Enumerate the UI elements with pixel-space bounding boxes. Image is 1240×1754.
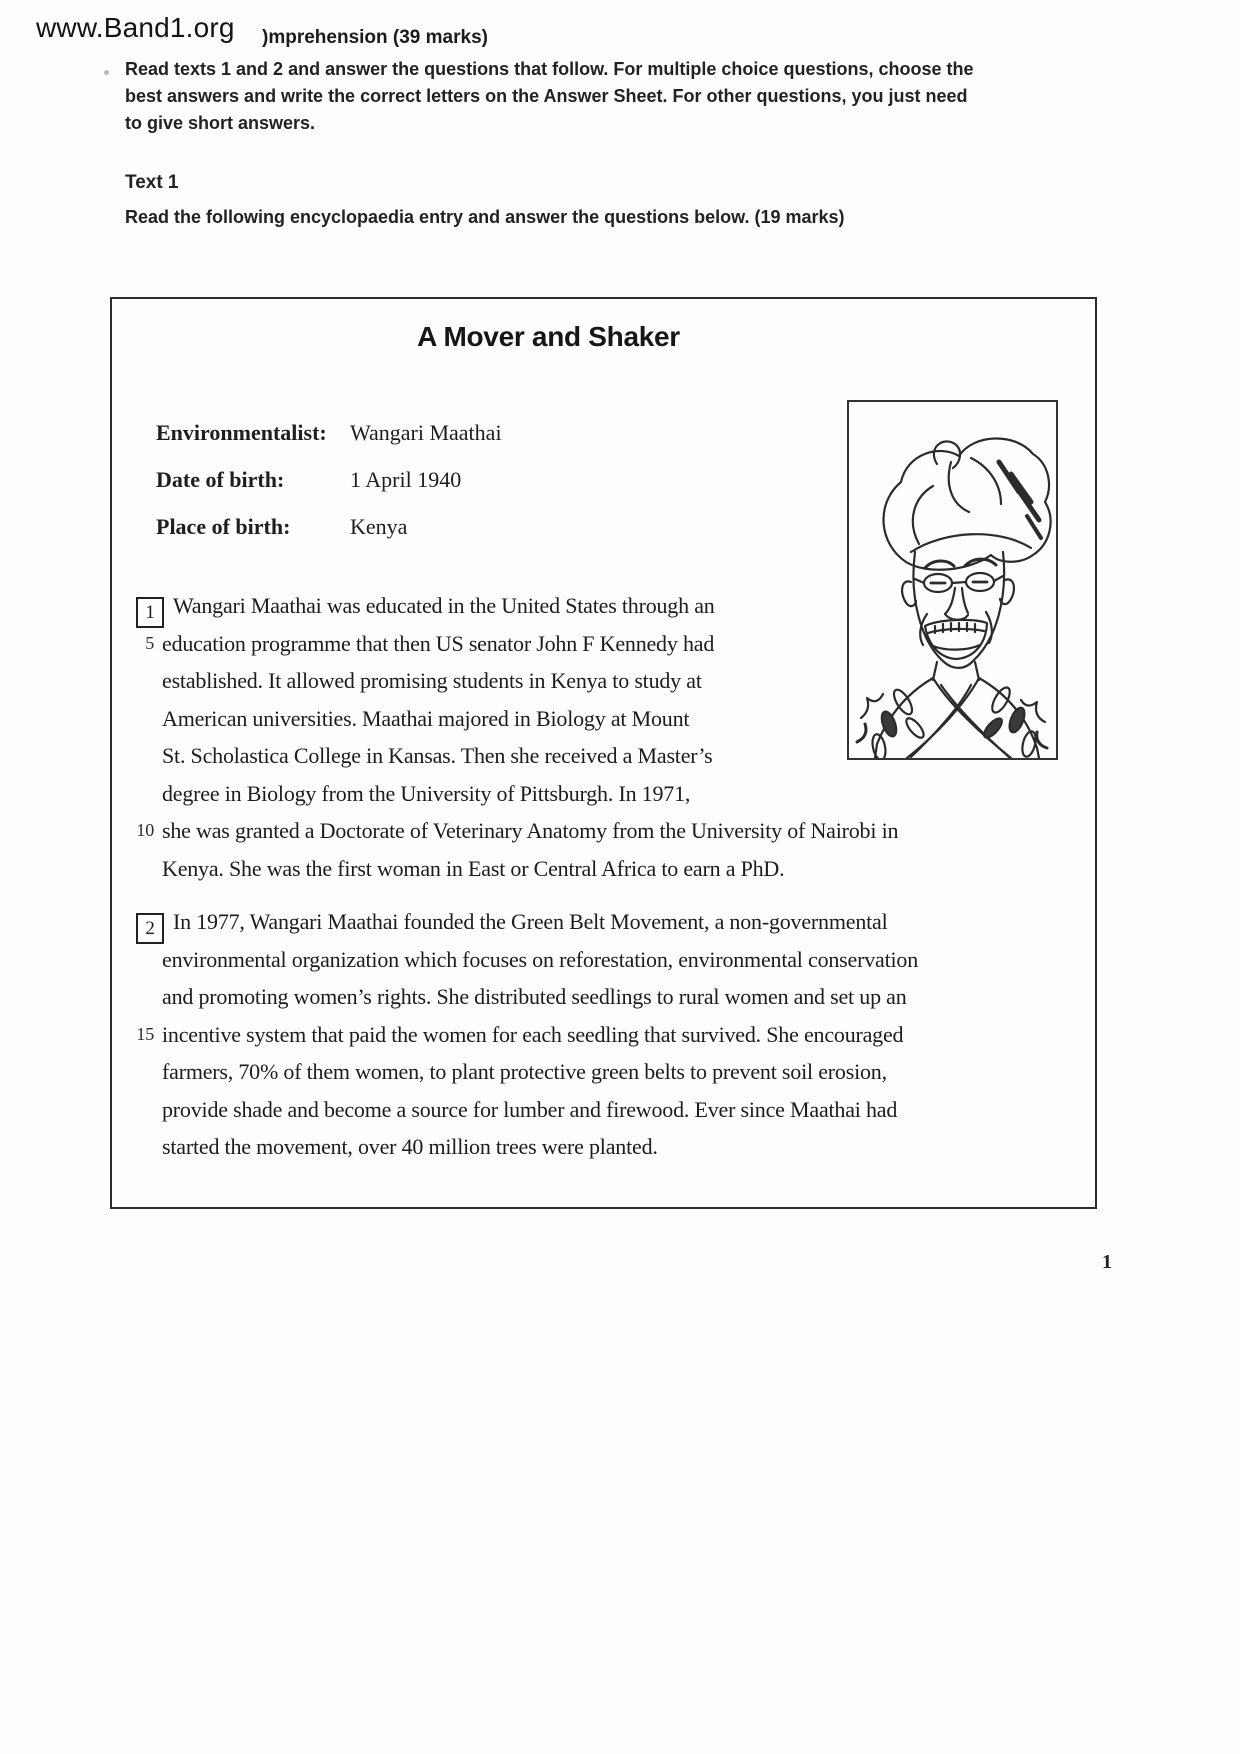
text-line (136, 850, 1085, 888)
info-label: Place of birth: (156, 514, 291, 539)
paragraph-marker: 2 (136, 913, 164, 944)
line-text: and promoting women’s rights. She distributed seedlings to rural women and set up an (162, 984, 907, 1009)
text-line (136, 1053, 1085, 1091)
text-line (136, 737, 1085, 775)
text-line (136, 1091, 1085, 1129)
text-line (136, 903, 1085, 941)
encyclopaedia-entry-box (110, 297, 1097, 1209)
info-value: 1 April 1940 (350, 467, 462, 492)
line-text: established. It allowed promising students in Kenya to study at (162, 668, 702, 693)
line-text: St. Scholastica College in Kansas. Then she received a Master’s (162, 743, 713, 768)
section-heading: )mprehension (39 marks) (262, 27, 488, 48)
line-text: farmers, 70% of them women, to plant protective green belts to prevent soil erosion, (162, 1059, 887, 1084)
text-line (136, 775, 1085, 813)
scan-speck (104, 70, 109, 75)
text1-intro: Read the following encyclopaedia entry and answer the questions below. (19 marks) (125, 207, 845, 227)
info-row (156, 503, 502, 550)
line-text: Kenya. She was the first woman in East or Central Africa to earn a PhD. (162, 855, 785, 881)
info-label: Date of birth: (156, 467, 285, 492)
text-line (136, 700, 1085, 738)
text-line (136, 625, 1085, 663)
info-label: Environmentalist: (156, 420, 327, 445)
line-number: 5 (145, 632, 154, 653)
info-row (156, 456, 502, 503)
line-number: 10 (136, 820, 154, 840)
text-line (136, 1128, 1085, 1166)
text-line (136, 662, 1085, 700)
line-text: education programme that then US senator John F Kennedy had (162, 630, 715, 656)
info-value: Wangari Maathai (350, 420, 502, 445)
line-text: Wangari Maathai was educated in the United States through an (173, 593, 715, 618)
line-text: started the movement, over 40 million trees were planted. (162, 1134, 658, 1159)
text-line (136, 587, 1085, 625)
text1-label: Text 1 (125, 172, 179, 193)
paragraph-marker: 1 (136, 597, 164, 628)
instruction-line: Read texts 1 and 2 and answer the questions that follow. For multiple choice questions, choose the (125, 59, 974, 79)
paragraph-1 (136, 587, 1085, 887)
page-number: 1 (1102, 1251, 1112, 1273)
article-title: A Mover and Shaker (417, 321, 680, 352)
line-text: degree in Biology from the University of Pittsburgh. In 1971, (162, 780, 691, 806)
info-value: Kenya (350, 514, 408, 539)
text-line (136, 941, 1085, 979)
text-line (136, 812, 1085, 850)
line-text: In 1977, Wangari Maathai founded the Green Belt Movement, a non-governmental (173, 909, 888, 934)
line-text: incentive system that paid the women for each seedling that survived. She encouraged (162, 1021, 904, 1047)
info-row (156, 409, 502, 456)
paragraph-2 (136, 903, 1085, 1166)
info-table (156, 409, 502, 550)
watermark: www.Band1.org (36, 12, 235, 43)
line-text: she was granted a Doctorate of Veterinary Anatomy from the University of Nairobi in (162, 818, 899, 843)
text-line (136, 978, 1085, 1016)
instructions-paragraph (125, 56, 973, 137)
text-line (136, 1016, 1085, 1054)
line-number: 15 (136, 1023, 154, 1044)
line-text: American universities. Maathai majored in Biology at Mount (162, 705, 690, 731)
instruction-line: best answers and write the correct letters on the Answer Sheet. For other questions, you just need (125, 86, 968, 106)
instruction-line: to give short answers. (125, 113, 316, 133)
line-text: environmental organization which focuses on reforestation, environmental conservation (162, 946, 919, 972)
line-text: provide shade and become a source for lumber and firewood. Ever since Maathai had (162, 1096, 898, 1122)
